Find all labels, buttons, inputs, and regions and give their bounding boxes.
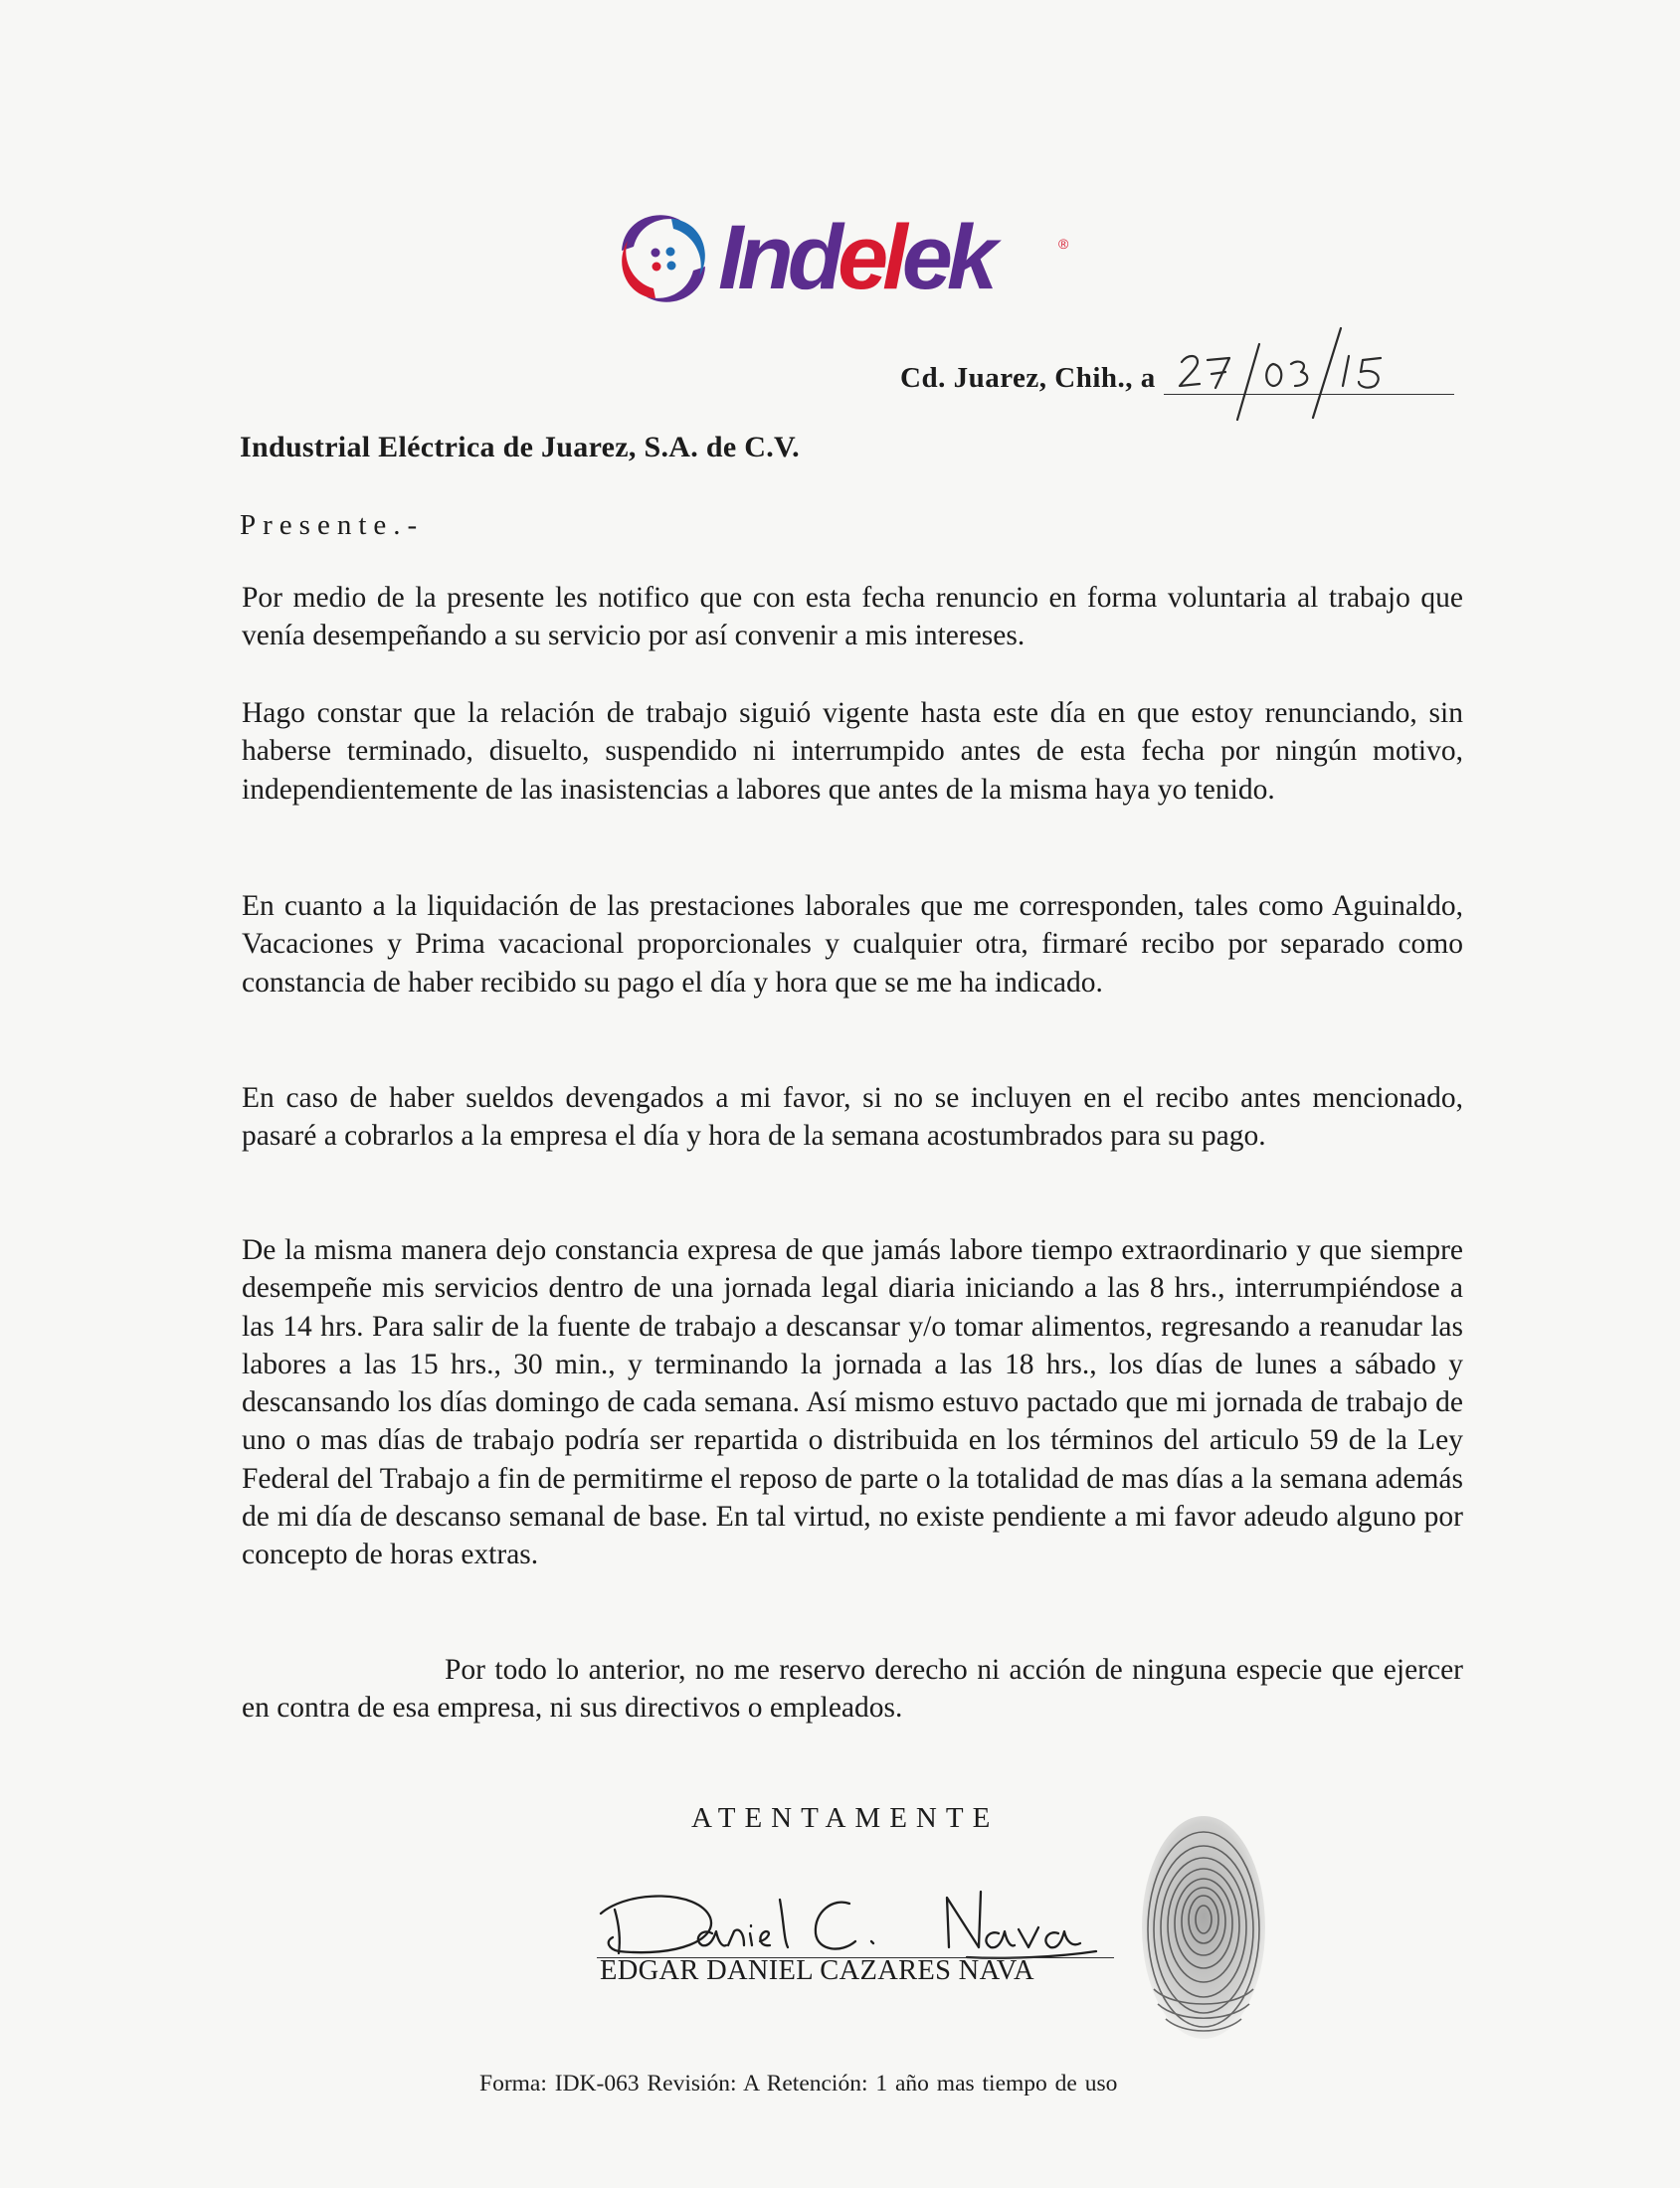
dateline-place: Cd. Juarez, Chih., a	[900, 362, 1156, 394]
closing: ATENTAMENTE	[691, 1802, 1000, 1834]
indelek-logo	[609, 199, 1086, 318]
form-footer: Forma: IDK-063 Revisión: A Retención: 1 año mas tiempo de uso	[479, 2071, 1118, 2097]
paragraph-4: En caso de haber sueldos devengados a mi favor, si no se incluyen en el recibo antes mencionado, pasaré a cobrarlos a la empresa el día y hora de la semana acostumbrados para su pago.	[242, 1082, 1463, 1153]
paragraph-5: De la misma manera dejo constancia expresa de que jamás labore tiempo extraordinario y que siempre desempeñe mis servicios dentro de una jornada legal diaria iniciando a las 8 hrs., interrumpiéndose a las 14 hrs. Para salir de la fuente de trabajo a descansar y/o tomar alimentos, regresando a reanudar las labores a las 15 hrs., 30 min., y terminando la jornada a las 18 hrs., los días de lunes a sábado y descansando los días domingo de cada semana. Así mismo estuvo pactado que mi jornada de trabajo de uno o mas días de trabajo podría ser repartida o distribuida en los términos del articulo 59 de la Ley Federal del Trabajo a fin de permitirme el reposo de parte o la totalidad de mas días a la semana además de mi día de descanso semanal de base. En tal virtud, no existe pendiente a mi favor adeudo alguno por concepto de horas extras.	[242, 1234, 1463, 1571]
paragraph-6: Por todo lo anterior, no me reservo derecho ni acción de ninguna especie que ejercer en contra de esa empresa, ni sus directivos o empleados.	[242, 1654, 1463, 1725]
dateline	[900, 348, 1454, 395]
greeting: Presente.-	[240, 509, 425, 541]
handwritten-date	[1164, 320, 1454, 430]
paragraph-3: En cuanto a la liquidación de las prestaciones laborales que me corresponden, tales como Aguinaldo, Vacaciones y Prima vacacional proporcionales y cualquier otra, firmaré recibo por separado como constancia de haber recibido su pago el día y hora que se me ha indicado.	[242, 890, 1463, 999]
trademark-symbol: ®	[1058, 236, 1069, 252]
logo-wordmark: Indelek	[718, 207, 993, 308]
recipient: Industrial Eléctrica de Juarez, S.A. de C.V.	[240, 431, 800, 463]
date-field	[1164, 348, 1454, 395]
paragraph-2: Hago constar que la relación de trabajo siguió vigente hasta este día en que estoy renunciando, sin haberse terminado, disuelto, suspendido ni interrumpido antes de esta fecha por ningún motivo, independientemente de las inasistencias a labores que antes de la misma haya yo tenido.	[242, 697, 1463, 806]
signer-name: EDGAR DANIEL CAZARES NAVA	[600, 1955, 1034, 1986]
indelek-logo-graphic	[609, 199, 1086, 318]
swirl-icon	[622, 215, 705, 302]
paragraph-1: Por medio de la presente les notifico que con esta fecha renuncio en forma voluntaria al trabajo que venía desempeñando a su servicio por así convenir a mis intereses.	[242, 582, 1463, 652]
fingerprint-image	[1134, 1810, 1273, 2049]
